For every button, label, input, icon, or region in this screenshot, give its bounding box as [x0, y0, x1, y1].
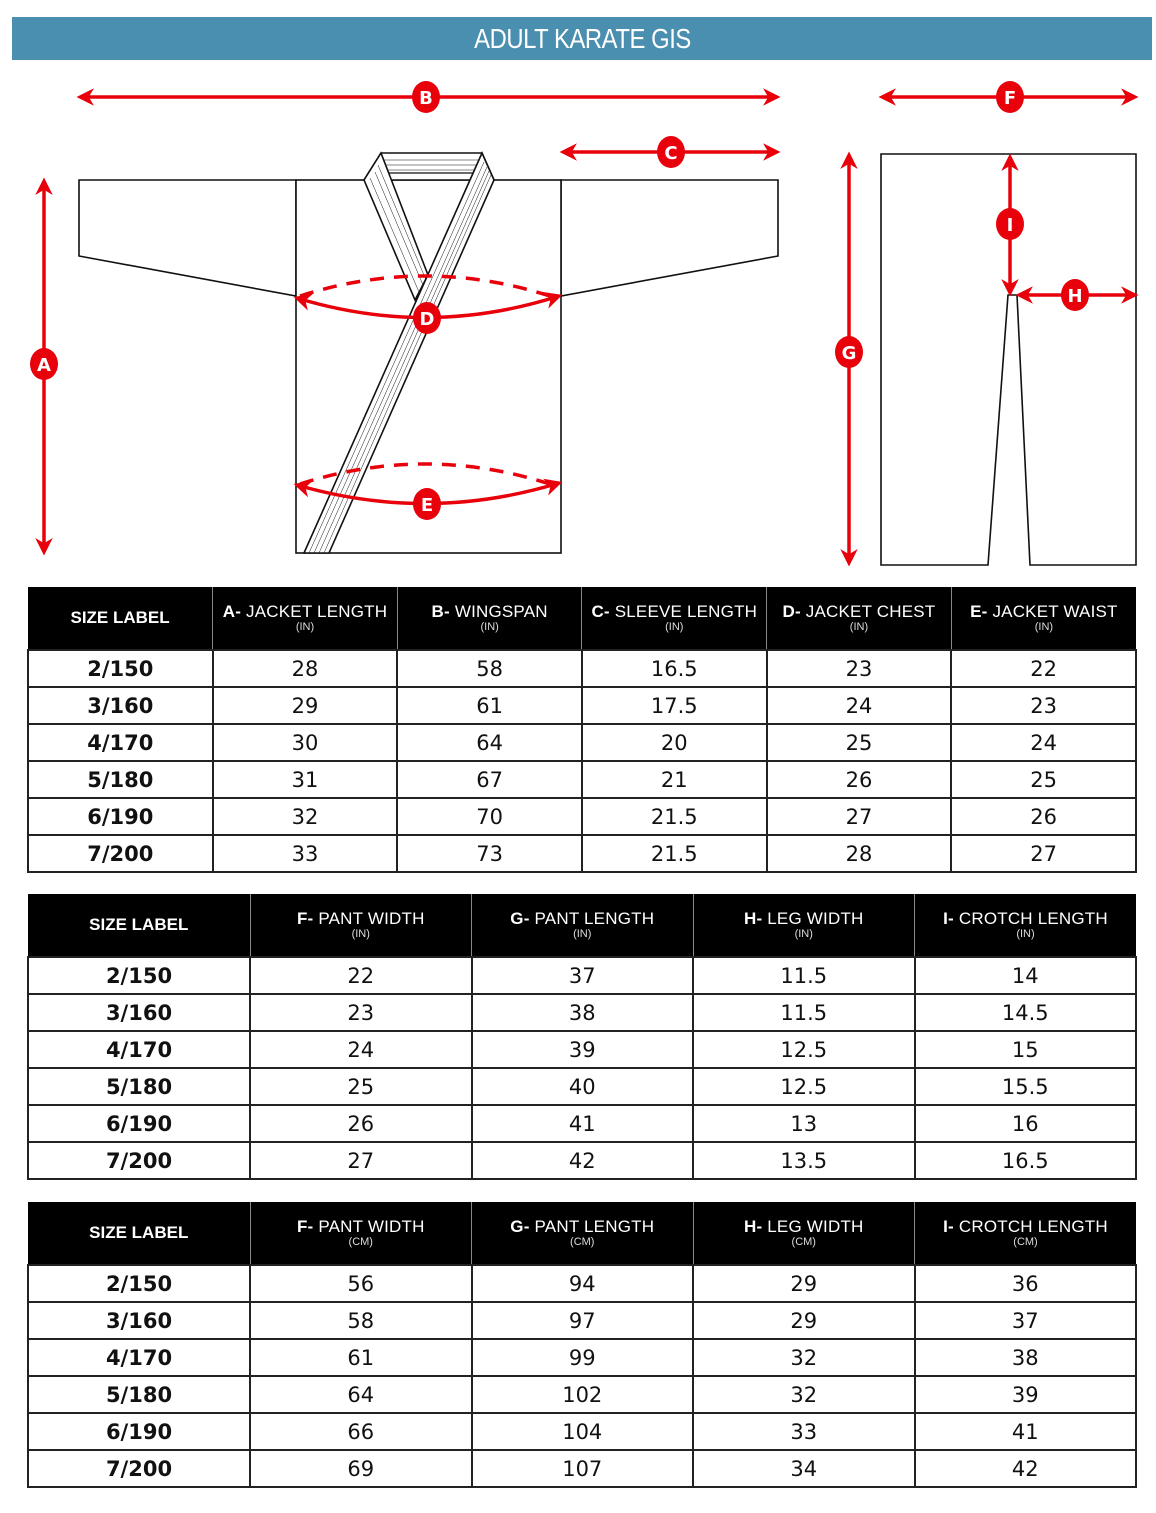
table-row [28, 1031, 1136, 1068]
size-label-cell: 3/160 [28, 994, 250, 1031]
measurement-cell: 23 [250, 994, 472, 1031]
table-row [28, 687, 1136, 724]
table-row [28, 650, 1136, 687]
table-row [28, 724, 1136, 761]
column-header-leg-width: H- LEG WIDTH (IN) [693, 894, 915, 957]
size-label-cell: 7/200 [28, 835, 213, 872]
column-header-size: SIZE LABEL [28, 894, 250, 957]
measurement-cell: 41 [472, 1105, 694, 1142]
column-header-pant-length: G- PANT LENGTH (CM) [472, 1202, 694, 1265]
page-title: ADULT KARATE GIS [473, 23, 691, 54]
svg-text:E: E [420, 495, 434, 516]
measurement-cell: 102 [472, 1376, 694, 1413]
table-row [28, 1105, 1136, 1142]
marker-c [657, 136, 685, 168]
measurement-cell: 37 [915, 1302, 1137, 1339]
measurement-cell: 37 [472, 957, 694, 994]
marker-b [412, 81, 440, 113]
marker-h [1061, 279, 1089, 311]
measurement-cell: 29 [693, 1302, 915, 1339]
table-row [28, 1142, 1136, 1179]
measurement-cell: 31 [213, 761, 398, 798]
column-header-jacket-chest: D- JACKET CHEST (IN) [767, 587, 952, 650]
measurement-cell: 24 [767, 687, 952, 724]
svg-text:F: F [1003, 88, 1017, 109]
measurement-cell: 29 [213, 687, 398, 724]
marker-e [413, 488, 441, 520]
size-label-cell: 7/200 [28, 1142, 250, 1179]
measurement-cell: 70 [397, 798, 582, 835]
measurement-cell: 12.5 [693, 1031, 915, 1068]
measurement-cell: 29 [693, 1265, 915, 1302]
measurement-cell: 26 [250, 1105, 472, 1142]
measurement-cell: 61 [250, 1339, 472, 1376]
column-header-crotch-length: I- CROTCH LENGTH (CM) [915, 1202, 1137, 1265]
column-header-pant-length: G- PANT LENGTH (IN) [472, 894, 694, 957]
measurement-cell: 32 [693, 1339, 915, 1376]
column-header-crotch-length: I- CROTCH LENGTH (IN) [915, 894, 1137, 957]
table-row [28, 957, 1136, 994]
measurement-cell: 39 [915, 1376, 1137, 1413]
measurement-cell: 66 [250, 1413, 472, 1450]
size-label-cell: 5/180 [28, 1068, 250, 1105]
size-label-cell: 6/190 [28, 798, 213, 835]
measurement-cell: 42 [915, 1450, 1137, 1487]
measurement-cell: 73 [397, 835, 582, 872]
table-row [28, 761, 1136, 798]
measurement-cell: 21.5 [582, 835, 767, 872]
size-label-cell: 4/170 [28, 724, 213, 761]
size-label-cell: 2/150 [28, 1265, 250, 1302]
pant-size-table-cm [27, 1202, 1137, 1488]
column-header-leg-width: H- LEG WIDTH (CM) [693, 1202, 915, 1265]
table-header-row [28, 894, 1136, 957]
svg-text:B: B [419, 88, 433, 109]
svg-text:A: A [37, 355, 51, 376]
measurement-cell: 16.5 [582, 650, 767, 687]
marker-g [835, 336, 863, 368]
size-label-cell: 2/150 [28, 650, 213, 687]
svg-text:C: C [664, 143, 678, 164]
measurement-cell: 33 [693, 1413, 915, 1450]
measurement-cell: 20 [582, 724, 767, 761]
measurement-cell: 22 [951, 650, 1136, 687]
measurement-cell: 25 [250, 1068, 472, 1105]
svg-text:D: D [419, 309, 435, 330]
measurement-cell: 14.5 [915, 994, 1137, 1031]
column-header-pant-width: F- PANT WIDTH (CM) [250, 1202, 472, 1265]
table-row [28, 798, 1136, 835]
size-label-cell: 5/180 [28, 1376, 250, 1413]
measurement-cell: 13.5 [693, 1142, 915, 1179]
measurement-cell: 25 [951, 761, 1136, 798]
measurement-cell: 64 [397, 724, 582, 761]
pant-size-table-inches [27, 894, 1137, 1180]
table-row [28, 1450, 1136, 1487]
size-label-cell: 4/170 [28, 1031, 250, 1068]
table-row [28, 1068, 1136, 1105]
table-row [28, 1413, 1136, 1450]
measurement-cell: 14 [915, 957, 1137, 994]
measurement-cell: 33 [213, 835, 398, 872]
measurement-cell: 27 [951, 835, 1136, 872]
measurement-cell: 56 [250, 1265, 472, 1302]
measurement-cell: 99 [472, 1339, 694, 1376]
table-header-row [28, 1202, 1136, 1265]
measurement-cell: 34 [693, 1450, 915, 1487]
measurement-cell: 32 [213, 798, 398, 835]
column-header-jacket-length: A- JACKET LENGTH (IN) [213, 587, 398, 650]
measurement-cell: 61 [397, 687, 582, 724]
measurement-cell: 42 [472, 1142, 694, 1179]
size-diagram [0, 70, 1156, 580]
table-row [28, 835, 1136, 872]
measurement-cell: 58 [397, 650, 582, 687]
svg-text:I: I [1006, 215, 1014, 236]
measurement-cell: 24 [951, 724, 1136, 761]
page-title-bar [12, 17, 1152, 60]
measurement-cell: 104 [472, 1413, 694, 1450]
measurement-cell: 94 [472, 1265, 694, 1302]
table-header-row [28, 587, 1136, 650]
marker-i [996, 208, 1024, 240]
measurement-cell: 36 [915, 1265, 1137, 1302]
table-row [28, 1339, 1136, 1376]
measurement-cell: 16 [915, 1105, 1137, 1142]
size-label-cell: 7/200 [28, 1450, 250, 1487]
size-label-cell: 3/160 [28, 687, 213, 724]
size-label-cell: 6/190 [28, 1413, 250, 1450]
marker-f [996, 81, 1024, 113]
column-header-jacket-waist: E- JACKET WAIST (IN) [951, 587, 1136, 650]
measurement-cell: 23 [767, 650, 952, 687]
measurement-cell: 25 [767, 724, 952, 761]
measurement-cell: 39 [472, 1031, 694, 1068]
measurement-cell: 26 [951, 798, 1136, 835]
size-label-cell: 5/180 [28, 761, 213, 798]
measurement-cell: 38 [915, 1339, 1137, 1376]
jacket-right-sleeve [561, 180, 778, 296]
column-header-wingspan: B- WINGSPAN (IN) [397, 587, 582, 650]
measurement-cell: 64 [250, 1376, 472, 1413]
measurement-cell: 67 [397, 761, 582, 798]
measurement-cell: 28 [213, 650, 398, 687]
size-label-cell: 4/170 [28, 1339, 250, 1376]
jacket-size-table [27, 587, 1137, 873]
column-header-pant-width: F- PANT WIDTH (IN) [250, 894, 472, 957]
column-header-size: SIZE LABEL [28, 587, 213, 650]
measurement-cell: 69 [250, 1450, 472, 1487]
measurement-cell: 28 [767, 835, 952, 872]
measurement-cell: 16.5 [915, 1142, 1137, 1179]
measurement-cell: 12.5 [693, 1068, 915, 1105]
measurement-cell: 27 [767, 798, 952, 835]
measurement-cell: 21.5 [582, 798, 767, 835]
measurement-cell: 15 [915, 1031, 1137, 1068]
jacket-left-sleeve [79, 180, 296, 296]
measurement-cell: 107 [472, 1450, 694, 1487]
measurement-cell: 26 [767, 761, 952, 798]
measurement-cell: 41 [915, 1413, 1137, 1450]
size-label-cell: 2/150 [28, 957, 250, 994]
marker-d [413, 302, 441, 334]
svg-text:G: G [841, 343, 857, 364]
measurement-cell: 24 [250, 1031, 472, 1068]
table-row [28, 994, 1136, 1031]
measurement-cell: 23 [951, 687, 1136, 724]
measurement-cell: 22 [250, 957, 472, 994]
measurement-cell: 27 [250, 1142, 472, 1179]
size-label-cell: 6/190 [28, 1105, 250, 1142]
svg-text:H: H [1067, 286, 1083, 307]
table-row [28, 1265, 1136, 1302]
measurement-cell: 17.5 [582, 687, 767, 724]
measurement-cell: 30 [213, 724, 398, 761]
measurement-cell: 15.5 [915, 1068, 1137, 1105]
column-header-sleeve-length: C- SLEEVE LENGTH (IN) [582, 587, 767, 650]
measurement-cell: 13 [693, 1105, 915, 1142]
measurement-cell: 11.5 [693, 957, 915, 994]
measurement-cell: 58 [250, 1302, 472, 1339]
size-label-cell: 3/160 [28, 1302, 250, 1339]
column-header-size: SIZE LABEL [28, 1202, 250, 1265]
measurement-cell: 32 [693, 1376, 915, 1413]
measurement-cell: 21 [582, 761, 767, 798]
marker-a [30, 348, 58, 380]
measurement-cell: 11.5 [693, 994, 915, 1031]
table-row [28, 1376, 1136, 1413]
measurement-cell: 38 [472, 994, 694, 1031]
table-row [28, 1302, 1136, 1339]
measurement-cell: 97 [472, 1302, 694, 1339]
measurement-cell: 40 [472, 1068, 694, 1105]
